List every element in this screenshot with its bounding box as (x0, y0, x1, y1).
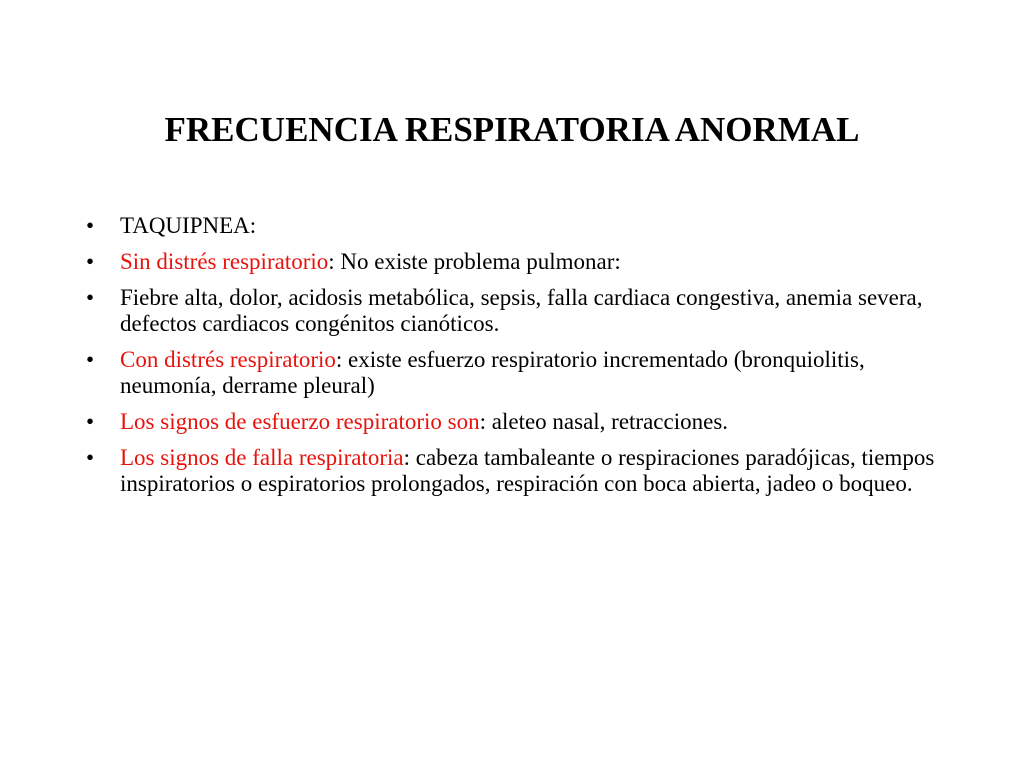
bullet-highlight: Los signos de esfuerzo respiratorio son (120, 409, 480, 434)
bullet-item (86, 285, 966, 337)
bullet-dot-icon: • (86, 409, 95, 434)
bullet-highlight: Sin distrés respiratorio (120, 249, 329, 274)
bullet-text: : cabeza tambaleante o respiraciones paradójicas, tiempos inspiratorios o espiratorios prolongados, respiración con boca abierta, jadeo o boqueo. (120, 445, 935, 496)
bullet-dot-icon: • (86, 347, 95, 372)
bullet-text: : No existe problema pulmonar: (328, 249, 621, 274)
slide-title: FRECUENCIA RESPIRATORIA ANORMAL (164, 110, 860, 149)
bullet-text: : aleteo nasal, retracciones. (479, 409, 729, 434)
bullet-item (86, 213, 966, 239)
bullet-highlight: Los signos de falla respiratoria (120, 445, 404, 470)
bullet-dot-icon: • (86, 213, 95, 238)
bullet-text: : existe esfuerzo respiratorio incrementado (bronquiolitis, neumonía, derrame pleural) (120, 347, 865, 398)
bullet-dot-icon: • (86, 285, 95, 310)
bullet-item (86, 249, 966, 275)
bullet-dot-icon: • (86, 445, 95, 470)
bullet-item (86, 347, 966, 399)
bullet-item (86, 409, 966, 435)
bullet-item (86, 445, 966, 497)
bullet-list (86, 213, 966, 507)
bullet-text: TAQUIPNEA: (120, 213, 257, 238)
bullet-dot-icon: • (86, 249, 95, 274)
bullet-text: Fiebre alta, dolor, acidosis metabólica, sepsis, falla cardiaca congestiva, anemia severa, defectos cardiacos congénitos cianóticos. (120, 285, 923, 336)
bullet-highlight: Con distrés respiratorio (120, 347, 336, 372)
